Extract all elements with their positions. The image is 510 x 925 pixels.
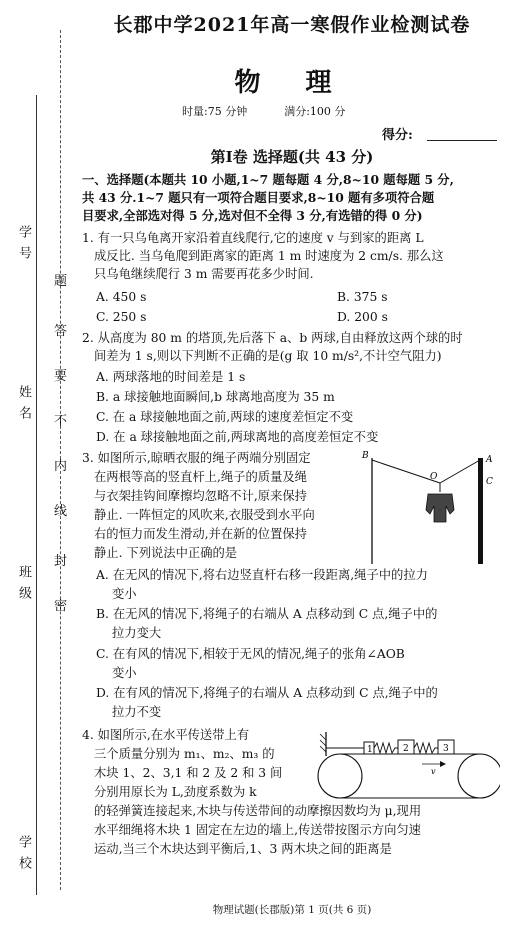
point-c-label: C [486,477,493,487]
q1-option-b: B. 375 s [337,290,388,304]
score-label: 得分: [382,128,413,143]
question-3-text: 静止. 一阵恒定的风吹来,衣服受到水平向 [94,508,315,522]
question-4-text: 4. 如图所示,在水平传送带上有 [82,728,250,742]
exam-page [82,0,502,925]
school-label: 学 校 [16,835,31,872]
seal-char: 要 [54,369,68,384]
binding-margin [0,0,78,925]
question-3-text: 静止. 下列说法中正确的是 [94,546,238,560]
subject-title: 物 理 [234,68,350,98]
seal-char: 不 [54,414,68,429]
q2-option-c: C. 在 a 球接触地面之前,两球的速度差恒定不变 [96,410,354,424]
conveyor-diagram [304,726,500,802]
q2-option-a: A. 两球落地的时间差是 1 s [96,370,246,384]
q1-option-c: C. 250 s [96,310,147,324]
page-footer: 物理试题(长郡版)第 1 页(共 6 页) [212,904,372,916]
class-label: 班 级 [16,565,31,602]
q3-option-c: 变小 [112,666,137,680]
question-1-text: 1. 有一只乌龟离开家沿着直线爬行,它的速度 v 与到家的距离 L [82,231,424,245]
question-4-text: 三个质量分别为 m₁、m₂、m₃ 的 [94,747,275,761]
q3-option-a: 变小 [112,587,137,601]
question-3-text: 与衣架挂钩间摩擦均忽略不计,原来保持 [94,489,307,503]
exam-info [182,103,345,119]
question-4-text: 木块 1、2、3,1 和 2 及 2 和 3 间 [94,766,283,780]
student-id-label: 学 号 [16,225,31,262]
block-3-label: 3 [443,744,449,754]
velocity-label: v [431,767,436,776]
student-name-label: 姓 名 [16,385,31,422]
question-2-text: 2. 从高度为 80 m 的塔顶,先后落下 a、b 两球,自由释放这两个球的时 [82,331,463,345]
section-intro: 一、选择题(本题共 10 小题,1~7 题每题 4 分,8~10 题每题 5 分, [82,172,454,187]
question-4-text: 的轻弹簧连接起来,木块与传送带间的动摩擦因数均为 μ,现用 [94,804,422,818]
point-o-label: O [430,472,438,482]
q3-option-d: D. 在有风的情况下,将绳子的右端从 A 点移动到 C 点,绳子中的 [96,686,438,700]
question-2-text: 间差为 1 s,则以下判断不正确的是(g 取 10 m/s²,不计空气阻力) [94,349,442,363]
question-4-text: 运动,当三个木块达到平衡后,1、3 两木块之间的距离是 [94,842,392,856]
block-2-label: 2 [403,744,409,754]
q3-option-a: A. 在无风的情况下,将右边竖直杆右移一段距离,绳子中的拉力 [96,568,428,582]
block-1-label: 1 [367,745,373,755]
full-score: 满分:100 分 [284,105,346,118]
q3-option-b: 拉力变大 [112,626,162,640]
q1-option-a: A. 450 s [96,290,147,304]
seal-char: 答 [54,324,68,339]
q3-option-c: C. 在有风的情况下,相较于无风的情况,绳子的张角∠AOB [96,647,405,661]
score-field[interactable] [427,140,497,141]
point-a-label: A [486,455,493,465]
seal-char: 密 [54,599,68,614]
q3-option-d: 拉力不变 [112,705,162,719]
question-1-text: 只乌龟继续爬行 3 m 需要再花多少时间. [94,267,314,281]
seal-char: 内 [54,459,68,474]
section-intro: 目要求,全部选对得 5 分,选对但不全得 3 分,有选错的得 0 分) [82,208,423,223]
question-3-text: 右的恒力而发生滑动,并在新的位置保持 [94,527,307,541]
q2-option-b: B. a 球接触地面瞬间,b 球离地高度为 35 m [96,390,335,404]
time-limit: 时量:75 分钟 [182,105,248,118]
question-1-text: 成反比. 当乌龟爬到距离家的距离 1 m 时速度为 2 cm/s. 那么这 [94,249,444,263]
seal-char: 题 [54,274,68,289]
seal-char: 封 [54,554,68,569]
q2-option-d: D. 在 a 球接触地面之前,两球离地的高度差恒定不变 [96,430,379,444]
q1-option-d: D. 200 s [337,310,388,324]
exam-title: 长郡中学2021年高一寒假作业检测试卷 [113,14,471,36]
student-info-line [36,95,37,895]
question-4-text: 水平细绳将木块 1 固定在左边的墙上,传送带按图示方向匀速 [94,823,421,837]
clothesline-diagram [360,448,500,566]
part-heading: 第Ⅰ卷 选择题(共 43 分) [210,148,374,166]
question-3-text: 在两根等高的竖直杆上,绳子的质量及绳 [94,470,307,484]
q3-option-b: B. 在无风的情况下,将绳子的右端从 A 点移动到 C 点,绳子中的 [96,607,438,621]
section-intro: 共 43 分.1~7 题只有一项符合题目要求,8~10 题有多项符合题 [82,190,435,205]
question-3-text: 3. 如图所示,晾晒衣服的绳子两端分别固定 [82,451,311,465]
point-b-label: B [362,451,369,461]
seal-char: 线 [54,504,68,519]
question-4-text: 分别用原长为 L,劲度系数为 k [94,785,257,799]
